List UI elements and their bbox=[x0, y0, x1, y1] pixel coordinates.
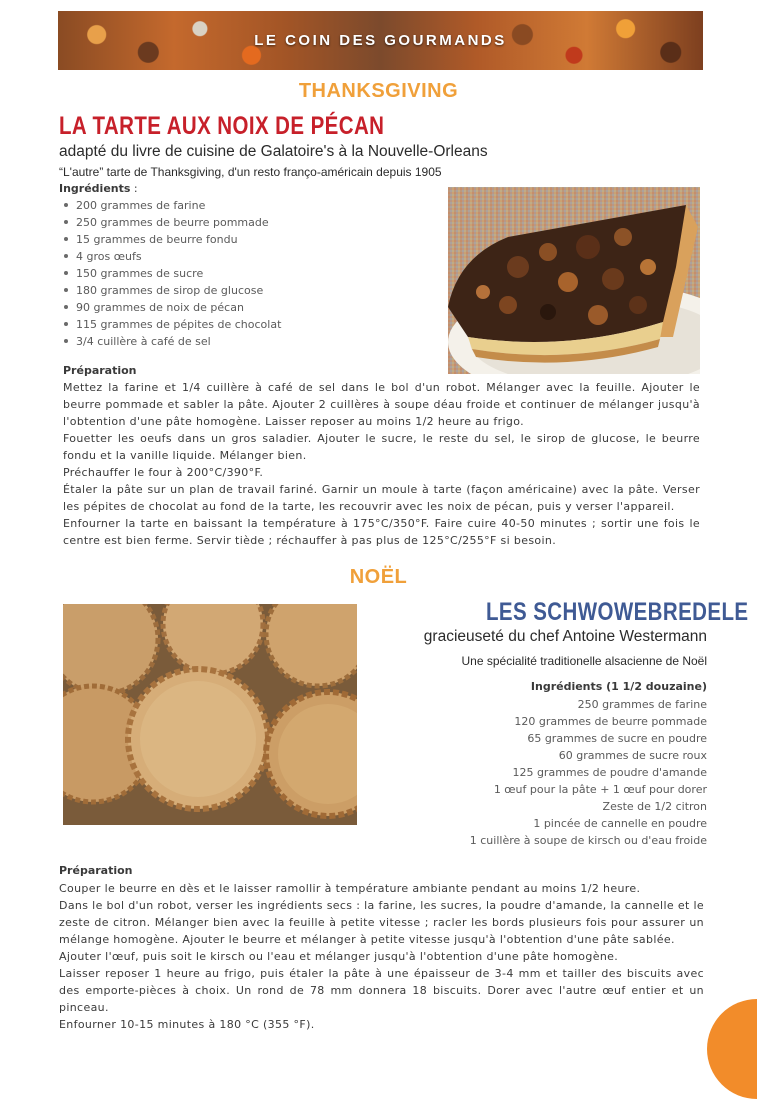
ingredient-text: 1 pincée de cannelle en poudre bbox=[533, 817, 707, 830]
ingredient-text: 90 grammes de noix de pécan bbox=[76, 301, 244, 314]
ingredient-item bbox=[380, 781, 707, 798]
bullet-icon bbox=[64, 339, 68, 343]
recipe-tagline-schwowebredele: Une spécialité traditionelle alsacienne de Noël bbox=[461, 654, 707, 668]
ingredient-text: 115 grammes de pépites de chocolat bbox=[76, 318, 282, 331]
ingredients-list-pecan bbox=[64, 197, 281, 350]
ingredient-text: 60 grammes de sucre roux bbox=[558, 749, 707, 762]
banner-title: LE COIN DES GOURMANDS bbox=[254, 32, 507, 49]
section-heading-thanksgiving: THANKSGIVING bbox=[298, 80, 459, 102]
preparation-paragraph: Fouetter les oeufs dans un gros saladier. Ajouter le sucre, le reste du sel, le sirop de glucose, le beurre fondu et la vanille liquide. Mélanger bien. bbox=[63, 432, 700, 462]
ingredient-text: 250 grammes de beurre pommade bbox=[76, 216, 269, 229]
preparation-text-pecan bbox=[63, 379, 700, 549]
ingredient-text: 65 grammes de sucre en poudre bbox=[527, 732, 707, 745]
ingredient-text: 150 grammes de sucre bbox=[76, 267, 204, 280]
corner-decoration bbox=[707, 999, 757, 1099]
ingredient-item bbox=[380, 815, 707, 832]
preparation-text-schwowebredele bbox=[59, 880, 704, 1033]
bullet-icon bbox=[64, 271, 68, 275]
ingredients-heading-schwowebredele: Ingrédients (1 1/2 douzaine) bbox=[530, 680, 707, 693]
preparation-paragraph: Préchauffer le four à 200°C/390°F. bbox=[63, 466, 264, 479]
ingredient-item bbox=[64, 248, 281, 265]
ingredient-item bbox=[64, 231, 281, 248]
recipe-title-schwowebredele: LES SCHWOWEBREDELE bbox=[486, 598, 749, 626]
preparation-paragraph: Enfourner 10-15 minutes à 180 °C (355 °F). bbox=[59, 1018, 315, 1031]
ingredient-item bbox=[64, 333, 281, 350]
ingredient-item bbox=[380, 747, 707, 764]
ingredient-text: 1 cuillère à soupe de kirsch ou d'eau froide bbox=[469, 834, 707, 847]
ingredient-text: 250 grammes de farine bbox=[577, 698, 707, 711]
recipe-title-pecan: LA TARTE AUX NOIX DE PÉCAN bbox=[59, 112, 385, 140]
ingredient-text: 125 grammes de poudre d'amande bbox=[512, 766, 707, 779]
ingredient-item bbox=[64, 299, 281, 316]
bullet-icon bbox=[64, 322, 68, 326]
preparation-paragraph: Laisser reposer 1 heure au frigo, puis étaler la pâte à une épaisseur de 3-4 mm et tailler des biscuits avec des emporte-pièces à choix. Un rond de 78 mm donnera 18 biscuits. Dorer avec l'autre œuf entier et un pinceau. bbox=[59, 967, 704, 1014]
ingredients-heading-pecan: Ingrédients : bbox=[59, 182, 138, 195]
ingredient-text: 200 grammes de farine bbox=[76, 199, 206, 212]
ingredient-item bbox=[64, 316, 281, 333]
section-heading-noel: NOËL bbox=[349, 566, 408, 588]
preparation-heading-schwowebredele: Préparation bbox=[59, 864, 133, 877]
preparation-paragraph: Mettez la farine et 1/4 cuillère à café de sel dans le bol d'un robot. Mélanger avec la feuille. Ajouter le beurre pommade et sabler la pâte. Ajouter 2 cuillères à soupe déau froide et continuer de mélanger jusqu'à l'obtention d'une pâte homogène. Laisser reposer au moins 1/2 heure au frigo. bbox=[63, 381, 700, 428]
recipe-subtitle-pecan: adapté du livre de cuisine de Galatoire's à la Nouvelle-Orleans bbox=[59, 143, 488, 160]
ingredients-list-schwowebredele bbox=[380, 696, 707, 849]
bullet-icon bbox=[64, 203, 68, 207]
bullet-icon bbox=[64, 288, 68, 292]
bullet-icon bbox=[64, 220, 68, 224]
schwowebredele-cookies-photo bbox=[63, 604, 357, 825]
ingredient-item bbox=[380, 696, 707, 713]
pecan-pie-photo bbox=[448, 187, 700, 374]
ingredient-text: 120 grammes de beurre pommade bbox=[514, 715, 707, 728]
ingredient-text: 1 œuf pour la pâte + 1 œuf pour dorer bbox=[493, 783, 707, 796]
preparation-paragraph: Couper le beurre en dès et le laisser ramollir à température ambiante pendant au moins 1/2 heure. bbox=[59, 882, 641, 895]
recipe-subtitle-schwowebredele: gracieuseté du chef Antoine Westermann bbox=[423, 628, 707, 645]
ingredient-item bbox=[64, 214, 281, 231]
ingredient-item bbox=[64, 265, 281, 282]
header-banner bbox=[58, 11, 703, 70]
ingredient-text: 3/4 cuillère à café de sel bbox=[76, 335, 211, 348]
bullet-icon bbox=[64, 254, 68, 258]
ingredient-item bbox=[64, 282, 281, 299]
bullet-icon bbox=[64, 237, 68, 241]
ingredient-item bbox=[380, 798, 707, 815]
ingredient-text: 15 grammes de beurre fondu bbox=[76, 233, 238, 246]
ingredient-text: 180 grammes de sirop de glucose bbox=[76, 284, 264, 297]
ingredient-item bbox=[64, 197, 281, 214]
ingredient-item bbox=[380, 713, 707, 730]
ingredient-item bbox=[380, 730, 707, 747]
ingredient-text: 4 gros œufs bbox=[76, 250, 142, 263]
ingredient-text: Zeste de 1/2 citron bbox=[602, 800, 707, 813]
bullet-icon bbox=[64, 305, 68, 309]
ingredient-item bbox=[380, 832, 707, 849]
recipe-tagline-pecan: “L'autre” tarte de Thanksgiving, d'un resto franço-américain depuis 1905 bbox=[59, 165, 442, 179]
preparation-paragraph: Enfourner la tarte en baissant la température à 175°C/350°F. Faire cuire 40-50 minutes ; sortir une fois le centre est bien ferme. Servir tiède ; réchauffer à pas plus de 125°C/255°F si besoin. bbox=[63, 517, 700, 547]
preparation-paragraph: Dans le bol d'un robot, verser les ingrédients secs : la farine, les sucres, la poudre d'amande, la cannelle et le zeste de citron. Mélanger bien avec la feuille à petite vitesse ; racler les bords plusieurs fois pour assurer un mélange homogène. Ajouter le beurre et mélanger à petite vitesse jusqu'à l'obtention d'une pâte sablée. bbox=[59, 899, 704, 946]
preparation-paragraph: Ajouter l'œuf, puis soit le kirsch ou l'eau et mélanger jusqu'à l'obtention d'une pâte homogène. bbox=[59, 950, 619, 963]
preparation-heading-pecan: Préparation bbox=[63, 364, 137, 377]
ingredient-item bbox=[380, 764, 707, 781]
preparation-paragraph: Étaler la pâte sur un plan de travail fariné. Garnir un moule à tarte (façon américaine) avec la pâte. Verser les pépites de chocolat au fond de la tarte, les recouvrir avec les noix de pécan, puis y verser l'appareil. bbox=[63, 483, 700, 513]
